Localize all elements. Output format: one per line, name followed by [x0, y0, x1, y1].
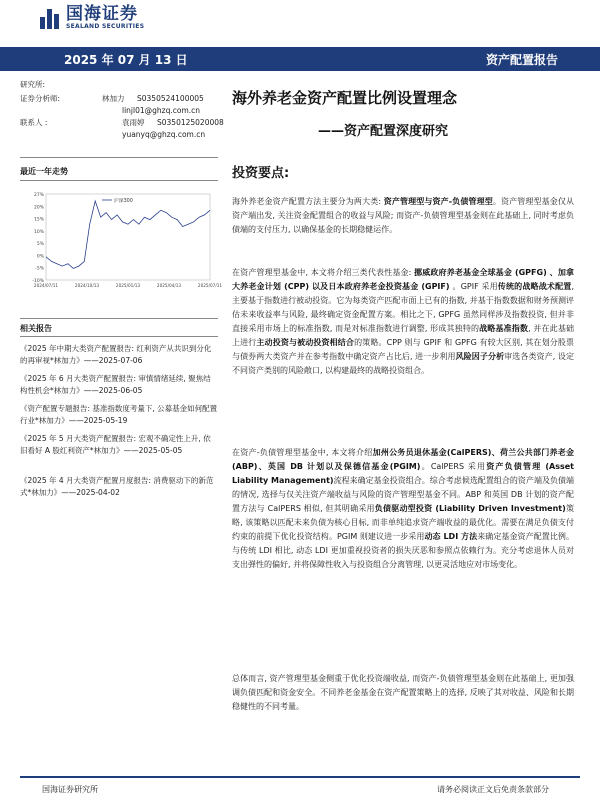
x-tick-label: 2025/07/11	[197, 283, 223, 288]
y-tick-label: -10%	[32, 279, 44, 284]
analyst-email[interactable]: linjl01@ghzq.com.cn	[122, 106, 201, 115]
logo-name-en: SEALAND SECURITIES	[66, 23, 145, 30]
chart-frame	[46, 194, 210, 280]
index-trend-chart	[24, 188, 223, 300]
report-subtitle: ——资产配置深度研究	[318, 124, 449, 139]
contact-email-row	[20, 130, 230, 140]
report-date: 2025 年 07 月 13 日	[64, 53, 188, 67]
related-report-link[interactable]: 《2025 年中期大类资产配置报告: 红利资产从共识到分化的再审视*林加力》——2025-07-06	[20, 344, 212, 365]
research-label: 研究所:	[20, 80, 46, 89]
y-tick-label: 10%	[33, 229, 44, 235]
analyst-id: S0350524100005	[137, 94, 204, 103]
body-paragraph: 总体而言, 资产管理型基金侧重于优化投资端收益, 而资产-负债管理型基金则在此基础上, 更加强调负债匹配和资金安全。不同养老金基金在资产配置策略上的选择, 反映了其对收益、风险和长期稳健性的不同考量。	[232, 674, 574, 711]
y-tick-label: 15%	[33, 217, 44, 223]
x-tick-label: 2024/07/11	[33, 283, 59, 288]
body-paragraph: 在资产管理型基金中, 本文将介绍三类代表性基金: 挪威政府养老基金全球基金 (GPFG) 、加拿大养老金计划 (CPP) 以及日本政府养老金投资基金 (GPIF) 。GPIF 采用传统的战略战术配置, 主要基于指数进行被动投资。它为每类资产匹配市面上已有的指数, 并基于指数数据和财务预测评估未来收益率与风险, 最终确定资金配置方案。相比之下, GPFG 虽然同样涉及指数投资, 但并非直接采用市场上的标准指数, 而是对标准指数进行调整, 形成其独特的战略基准指数, 并在此基础上进行主动投资与被动投资相结合的策略。CPP 则与 GPIF 和 GPFG 有较大区别, 其在划分股票与债券两大类资产并在参考指数中确定资产占比后, 进一步利用风险因子分析审选各类资产, 设定不同资产类别的风险敞口, 以构建最终的战略投资组合。	[232, 268, 575, 375]
analyst-label: 证券分析师:	[20, 94, 61, 103]
y-tick-label: 27%	[33, 193, 44, 198]
analyst-row	[20, 94, 230, 104]
report-title: 海外养老金资产配置比例设置理念	[232, 89, 458, 107]
header-banner	[0, 47, 600, 71]
y-tick-label: 20%	[33, 205, 44, 211]
trend-chart-svg	[24, 188, 223, 300]
report-category: 资产配置报告	[485, 53, 558, 67]
contact-id: S0350125020008	[157, 118, 224, 127]
related-report-link[interactable]: 《2025 年 6 月大类资产配置报告: 审慎情绪延续, 聚焦结构性机会*林加力》——2025-06-05	[20, 374, 211, 395]
x-tick-label: 2024/10/13	[74, 283, 100, 288]
related-report-link[interactable]: 《2025 年 4 月大类资产配置月度报告: 消费驱动下的新范式*林加力》——2025-04-02	[20, 476, 214, 497]
analyst-email-row	[20, 106, 230, 116]
brand-logo	[40, 5, 144, 31]
body-paragraph: 海外养老金资产配置方法主要分为两大类: 资产管理型与资产-负债管理型。资产管理型基金仅从资产端出发, 关注资金配置组合的收益与风险; 而资产-负债管理型基金则在此基础上, 同时考虑负债端的支付压力, 以确保基金的长期稳健运作。	[232, 197, 575, 234]
logo-name: 国海证券	[66, 4, 138, 24]
sidebar-divider	[20, 180, 218, 181]
x-tick-label: 2025/01/13	[115, 283, 141, 288]
y-tick-label: 5%	[36, 242, 44, 248]
contact-name: 袁雨婷	[122, 118, 145, 127]
analyst-name: 林加力	[102, 94, 125, 103]
series-line	[46, 201, 210, 268]
related-report-link[interactable]: 《资产配置专题报告: 基准指数度考量下, 公募基金如何配置行业*林加力》——2025-05-19	[20, 404, 218, 425]
legend-label: 沪深300	[114, 199, 133, 204]
contact-email[interactable]: yuanyq@ghzq.com.cn	[122, 130, 206, 139]
footer-institute: 国海证券研究所	[42, 785, 98, 794]
x-tick-label: 2025/04/13	[156, 283, 182, 288]
related-heading: 相关报告	[20, 324, 52, 333]
y-tick-label: -5%	[35, 266, 44, 272]
sidebar-divider	[20, 157, 218, 158]
research-label-row	[20, 80, 230, 90]
sidebar-divider	[20, 336, 218, 337]
contact-label: 联系人 :	[20, 118, 48, 127]
footer-divider	[20, 776, 580, 778]
key-points-heading: 投资要点:	[232, 166, 290, 181]
contact-row	[20, 118, 230, 128]
trend-heading: 最近一年走势	[20, 167, 68, 176]
body-paragraph: 在资产-负债管理型基金中, 本文将介绍加州公务员退休基金(CalPERS)、荷兰公共部门养老金(ABP)、英国 DB 计划以及保德信基金(PGIM)。CalPERS 采用资产负债管理 (Asset Liability Management)流程来确定基金投资组合。综合考虑候选配置组合的资产端及负债端的情况, 选择与仅关注资产端收益与风险的资产管理型基金不同。ABP 和英国 DB 计划的资产配置方法与 CalPERS 相似, 但其明确采用负债驱动型投资 (Liability Driven Investment)策略, 该策略以匹配未来负债为核心目标, 而非单纯追求资产端收益的最优化。需要在满足负债支付约束的前提下优化投资结构。PGIM 则建议进一步采用动态 LDI 方法来确定基金资产配置比例。与传统 LDI 相比, 动态 LDI 更加重视投资者的损失厌恶和参照点依赖行为。充分考虑退休人员对支出弹性的偏好, 并将保障性收入与投资组合分离管理, 以更灵活地应对市场变化。	[232, 448, 575, 569]
footer-disclaimer: 请务必阅读正文后免责条款部分	[437, 785, 549, 794]
sidebar-divider	[20, 318, 218, 319]
logo-mark-icon	[40, 7, 62, 29]
related-report-link[interactable]: 《2025 年 5 月大类资产配置报告: 宏观不确定性上升, 依旧看好 A 股红利资产*林加力》——2025-05-05	[20, 434, 211, 455]
y-tick-label: 0%	[36, 254, 44, 260]
